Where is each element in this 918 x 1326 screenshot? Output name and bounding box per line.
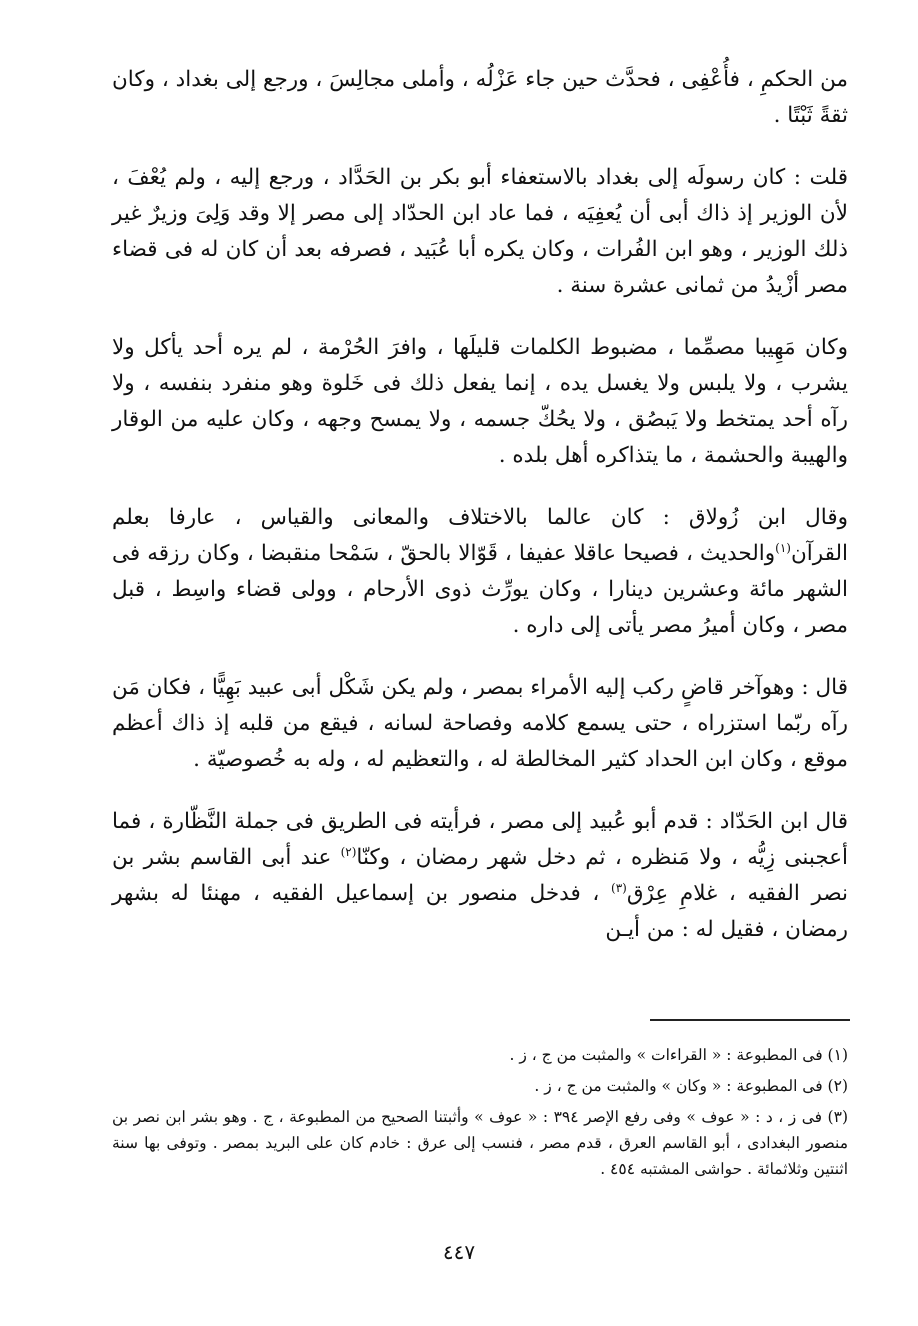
footnote-3: (٣) فى ز ، د : « عوف » وفى رفع الإصر ٣٩٤ : « عوف » وأثبتنا الصحيح من المطبوعة ، ج . وهو بشر ابن نصر بن منصور البغدادى ، أبو القاسم العرق ، قدم مصر ، فنسب إلى عرق : خادم كان على البريد بمصر . وتوفى بها سنة اثنتين وثلاثمائة . حواشى المشتبه ٤٥٤ .	[112, 1108, 848, 1178]
paragraph-4	[112, 500, 848, 644]
paragraph-6-part-3: ، فدخل منصور بن إسماعيل الفقيه ، مهنئا له بشهر رمضان ، فقيل له : من أيـن	[112, 881, 848, 942]
paragraph-5: قال : وهوآخر قاضٍ ركب إليه الأمراء بمصر ، ولم يكن شَكْل أبى عبيد بَهِيًّا ، فكان مَن رآه ربّما استزراه ، حتى يسمع كلامه وفصاحة لسانه ، فيقع من قلبه إذ ذاك أعظم موقع ، وكان ابن الحداد كثير المخالطة له ، والتعظيم له ، وله به خُصوصيّة .	[112, 675, 848, 772]
note-ref-2: (٢)	[340, 844, 357, 859]
footnotes	[112, 1042, 848, 1186]
paragraph-4-rest: والحديث ، فصيحا عاقلا عفيفا ، قَوّالا بالحقّ ، سَمْحا منقبضا ، وكان رزقه فى الشهر مائة وعشرين دينارا ، وكان يورِّث ذوى الأرحام ، وولى قضاء واسِط ، قبل مصر ، وكان أميرُ مصر يأتى إلى داره .	[112, 541, 848, 638]
footnote-2: (٢) فى المطبوعة : « وكان » والمثبت من ج ، ز .	[534, 1077, 848, 1095]
note-ref-3: (٣)	[611, 880, 627, 895]
footnote-separator	[650, 1019, 850, 1021]
paragraph-1: من الحكمِ ، فأُعْفِى ، فحدَّث حين جاء عَزْلُه ، وأملى مجالِسَ ، ورجع إلى بغداد ، وكان ثقةً ثَبْتًا .	[112, 67, 848, 128]
paragraph-6-part-2: عند أبى القاسم بشر بن نصر الفقيه ، غلامِ عِرْق	[112, 845, 848, 906]
note-ref-1: (١)	[775, 540, 791, 555]
paragraph-6	[112, 804, 848, 948]
paragraph-3: وكان مَهِيبا مصمِّما ، مضبوط الكلمات قليلَها ، وافرَ الحُرْمة ، لم يره أحد يأكل ولا يشرب ، ولا يلبس ولا يغسل يده ، إنما يفعل ذلك فى خَلوة وهو منفرد بنفسه ، ولا رآه أحد يمتخط ولا يَبصُق ، ولا يحُكّ جسمه ، ولا يمسح وجهه ، وكان عليه من الوقار والهيبة والحشمة ، ما يتذاكره أهل بلده .	[112, 335, 848, 468]
paragraph-6-part-1: قال ابن الحَدّاد : قدم أبو عُبيد إلى مصر ، فرأيته فى الطريق فى جملة النَّظّارة ، فما أعجبنى زِيُّه ، ولا مَنظره ، ثم دخل شهر رمضان ، وكنّا	[112, 809, 849, 870]
paragraph-4-lead: وقال ابن زُولاق : كان عالما بالاختلاف والمعانى والقياس ، عارفا بعلم القرآن	[112, 505, 848, 566]
footnote-1: (١) فى المطبوعة : « القراءات » والمثبت من ج ، ز .	[509, 1046, 848, 1064]
paragraph-2: قلت : كان رسولَه إلى بغداد بالاستعفاء أبو بكر بن الحَدَّاد ، ورجع إليه ، ولم يُعْفَ ، لأن الوزير إذ ذاك أبى أن يُعفِيَه ، فما عاد ابن الحدّاد إلى مصر إلا وقد وَلِىَ وزيرٌ غير ذلك الوزير ، وهو ابن الفُرات ، وكان يكره أبا عُبَيد ، فصرفه بعد أن كان له فى قضاء مصر أزْيدُ من ثمانى عشرة سنة .	[112, 165, 848, 298]
page-number: ٤٤٧	[442, 1240, 476, 1264]
main-text	[112, 62, 848, 974]
